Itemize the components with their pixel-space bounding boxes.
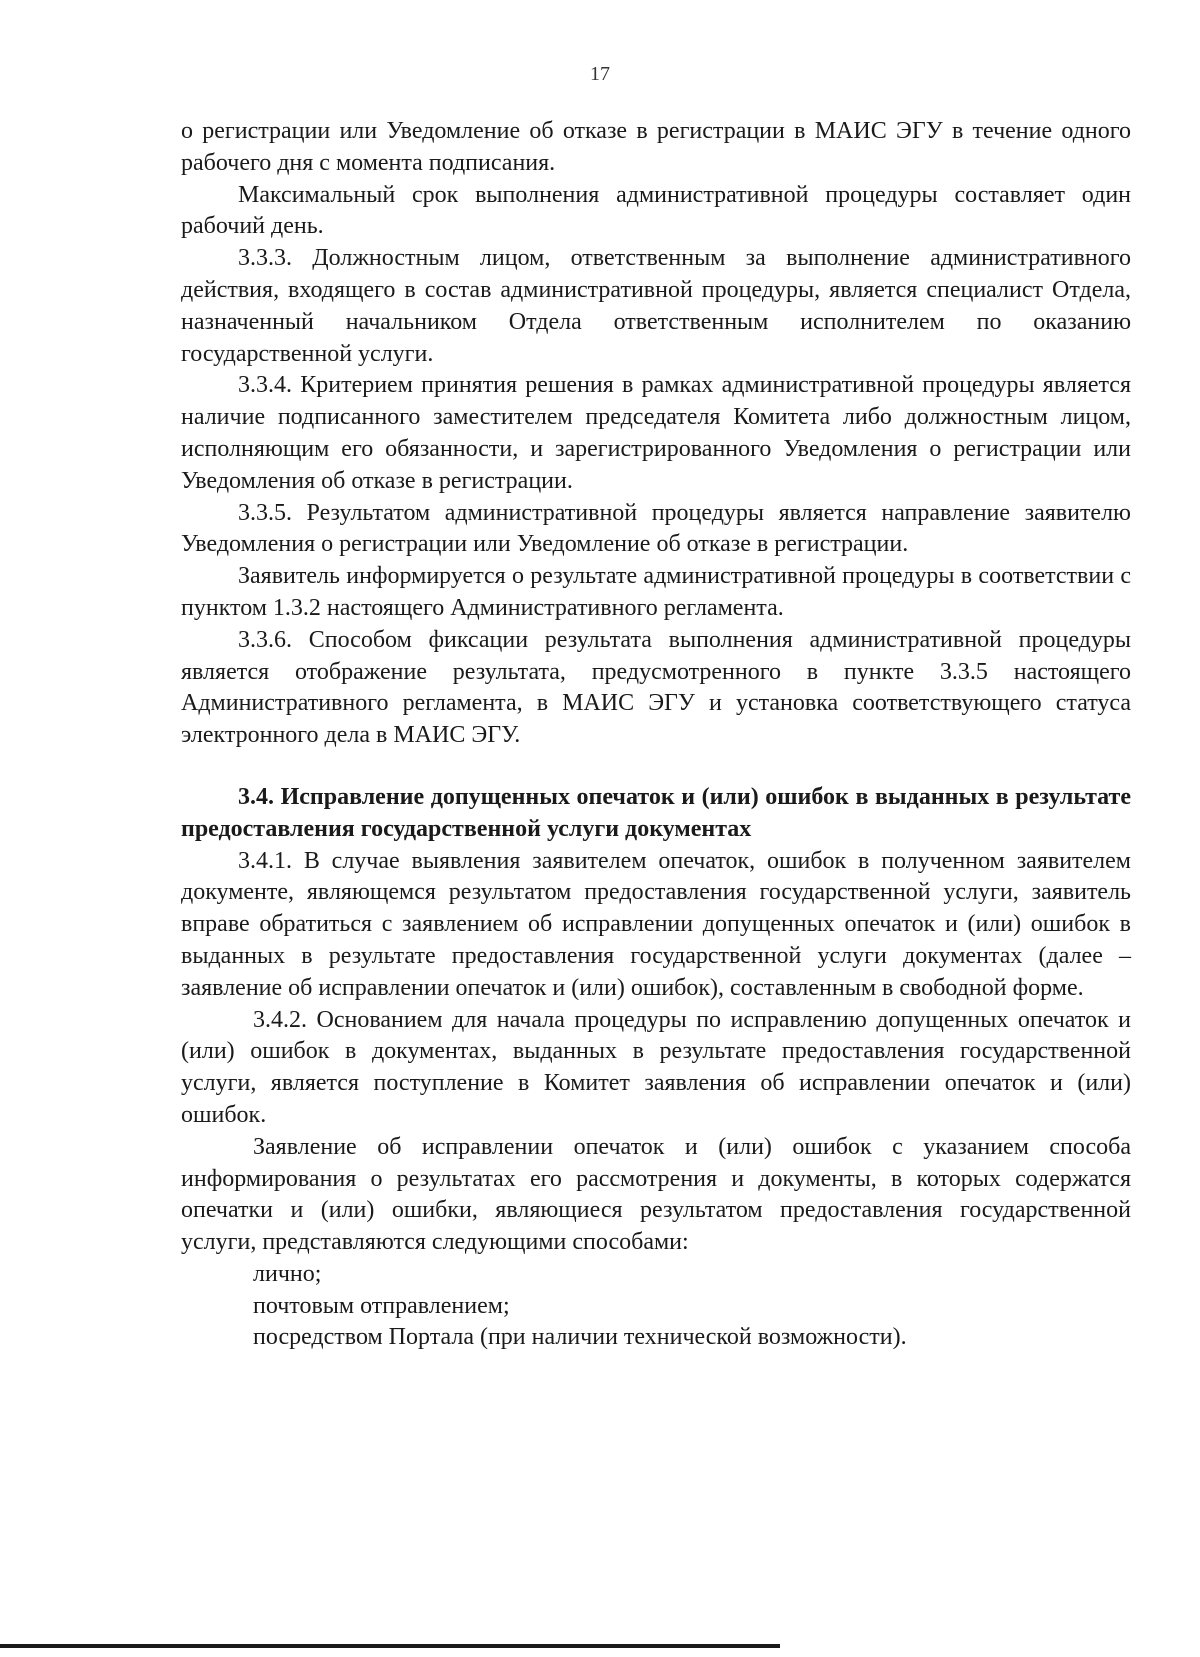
document-body — [181, 116, 1131, 1354]
paragraph: о регистрации или Уведомление об отказе в регистрации в МАИС ЭГУ в течение одного рабочего дня с момента подписания. — [181, 118, 1131, 176]
list-item: почтовым отправлением; — [253, 1292, 510, 1319]
paragraph-3-3-3: 3.3.3. Должностным лицом, ответственным за выполнение административного действия, входящего в состав административной процедуры, является специалист Отдела, назначенный начальником Отдела ответственным исполнителем по оказанию государственной услуги. — [181, 245, 1131, 367]
paragraph-3-3-5: 3.3.5. Результатом административной процедуры является направление заявителю Уведомления о регистрации или Уведомление об отказе в регистрации. — [181, 499, 1131, 558]
section-heading-3-4: 3.4. Исправление допущенных опечаток и (или) ошибок в выданных в результате предоставления государственной услуги документах — [181, 783, 1131, 842]
page-number: 17 — [590, 63, 610, 85]
list-item: посредством Портала (при наличии технической возможности). — [253, 1324, 907, 1351]
paragraph: Максимальный срок выполнения административной процедуры составляет один рабочий день. — [181, 181, 1131, 240]
paragraph-3-3-6: 3.3.6. Способом фиксации результата выполнения административной процедуры является отображение результата, предусмотренного в пункте 3.3.5 настоящего Административного регламента, в МАИС ЭГУ и установка соответствующего статуса электронного дела в МАИС ЭГУ. — [181, 626, 1131, 749]
paragraph-3-4-2: 3.4.2. Основанием для начала процедуры по исправлению допущенных опечаток и (или) ошибок в документах, выданных в результате предоставления государственной услуги, является поступление в Комитет заявления об исправлении опечаток и (или) ошибок. — [181, 1006, 1131, 1128]
paragraph: Заявление об исправлении опечаток и (или) ошибок с указанием способа информирования о результатах его рассмотрения и документы, в которых содержатся опечатки и (или) ошибки, являющиеся результатом предоставления государственной услуги, представляются следующими способами: — [181, 1133, 1131, 1256]
list-item: лично; — [253, 1260, 322, 1287]
paragraph-3-4-1: 3.4.1. В случае выявления заявителем опечаток, ошибок в полученном заявителем документе, являющемся результатом предоставления государственной услуги, заявитель вправе обратиться с заявлением об исправлении допущенных опечаток и (или) ошибок в выданных в результате предоставления государственной услуги документах (далее – заявление об исправлении опечаток и (или) ошибок), составленным в свободной форме. — [181, 847, 1131, 1001]
paragraph: Заявитель информируется о результате административной процедуры в соответствии с пунктом 1.3.2 настоящего Административного регламента. — [181, 563, 1131, 621]
scan-edge-line — [0, 1644, 780, 1648]
paragraph-3-3-4: 3.3.4. Критерием принятия решения в рамках административной процедуры является наличие подписанного заместителем председателя Комитета либо должностным лицом, исполняющим его обязанности, и зарегистрированного Уведомления о регистрации или Уведомления об отказе в регистрации. — [181, 372, 1131, 494]
